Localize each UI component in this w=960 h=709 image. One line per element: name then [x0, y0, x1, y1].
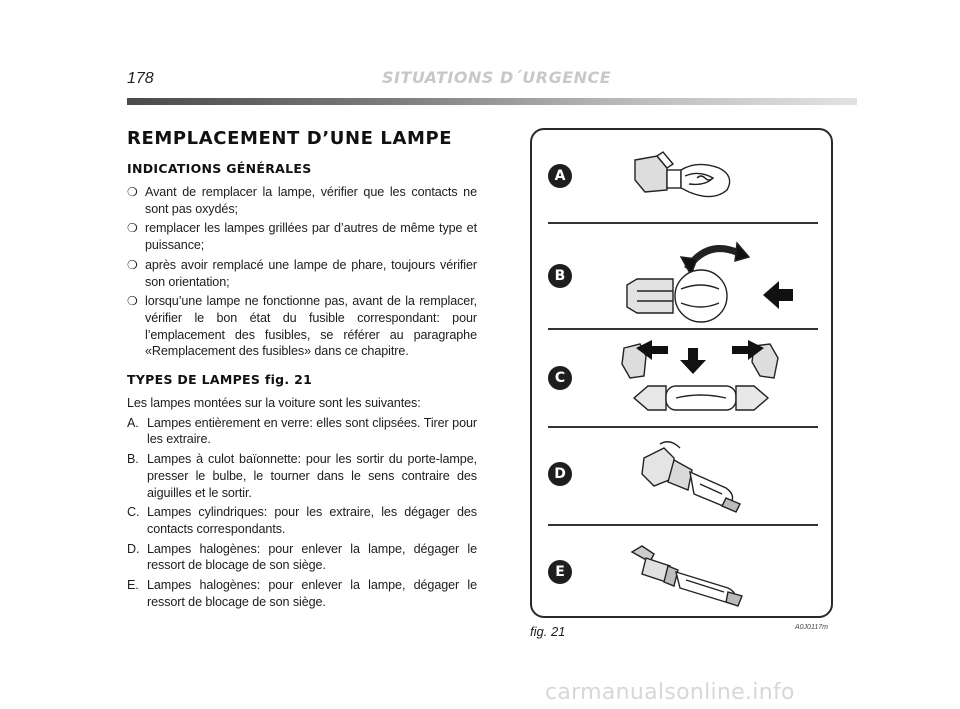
- bullet-icon: ❍: [127, 185, 138, 199]
- general-indications-list: [127, 184, 477, 360]
- bayonet-bulb-icon: [617, 235, 797, 325]
- label-badge-e: E: [548, 560, 572, 584]
- page-number: 178: [127, 70, 154, 87]
- section-title: REMPLACEMENT D’UNE LAMPE: [127, 128, 453, 149]
- list-item: ❍ lorsqu’une lampe ne fonctionne pas, avant de la remplacer, vérifier le bon état du fusible correspondant: pour l’emplacement des fusibles, se référer au paragraphe «Remplacement des fusibles» dans ce chapitre.: [127, 294, 477, 359]
- list-item: C. Lampes cylindriques: pour les extraire, les dégager des contacts correspondants.: [127, 505, 477, 536]
- halogen-h7-bulb-icon: [630, 438, 750, 523]
- bullet-icon: ❍: [127, 257, 138, 272]
- figure-divider: [548, 426, 818, 428]
- list-item: B. Lampes à culot baïonnette: pour les sortir du porte-lampe, presser le bulbe, le tourner dans le sens contraire des aiguilles et le sortir.: [127, 452, 477, 500]
- figure-divider: [548, 524, 818, 526]
- wedge-bulb-icon: [627, 150, 747, 210]
- running-title: SITUATIONS D´URGENCE: [382, 68, 612, 87]
- text-column: [127, 128, 477, 613]
- festoon-bulb-icon: [614, 340, 804, 418]
- figure-divider: [548, 328, 818, 330]
- list-item: A. Lampes entièrement en verre: elles sont clipsées. Tirer pour les extraire.: [127, 415, 477, 447]
- label-badge-c: C: [548, 366, 572, 390]
- bullet-icon: ❍: [127, 221, 138, 236]
- list-item: ❍ Avant de remplacer la lampe, vérifier que les contacts ne sont pas oxydés;: [127, 185, 477, 216]
- figure-21-box: [530, 128, 833, 618]
- lamp-types-list: [127, 415, 477, 611]
- bullet-icon: ❍: [127, 294, 138, 309]
- label-badge-d: D: [548, 462, 572, 486]
- figure-caption: fig. 21: [530, 624, 566, 639]
- list-item: ❍ remplacer les lampes grillées par d’autres de même type et puissance;: [127, 221, 477, 253]
- lamp-types-title: TYPES DE LAMPES fig. 21: [127, 372, 313, 388]
- label-badge-b: B: [548, 264, 572, 288]
- list-item: ❍ après avoir remplacé une lampe de phare, toujours vérifier son orientation;: [127, 257, 477, 289]
- list-item: D. Lampes halogènes: pour enlever la lampe, dégager le ressort de blocage de son siège.: [127, 541, 477, 573]
- figure-divider: [548, 222, 818, 224]
- figure-code: A0J0117m: [795, 624, 828, 631]
- header-rule: [127, 98, 857, 105]
- lamp-types-intro: Les lampes montées sur la voiture sont les suivantes:: [127, 396, 421, 411]
- halogen-h1-bulb-icon: [624, 540, 754, 612]
- watermark: carmanualsonline.info: [545, 680, 795, 705]
- list-item: E. Lampes halogènes: pour enlever la lampe, dégager le ressort de blocage de son siège.: [127, 578, 477, 609]
- label-badge-a: A: [548, 164, 572, 188]
- general-indications-title: INDICATIONS GÉNÉRALES: [127, 161, 312, 176]
